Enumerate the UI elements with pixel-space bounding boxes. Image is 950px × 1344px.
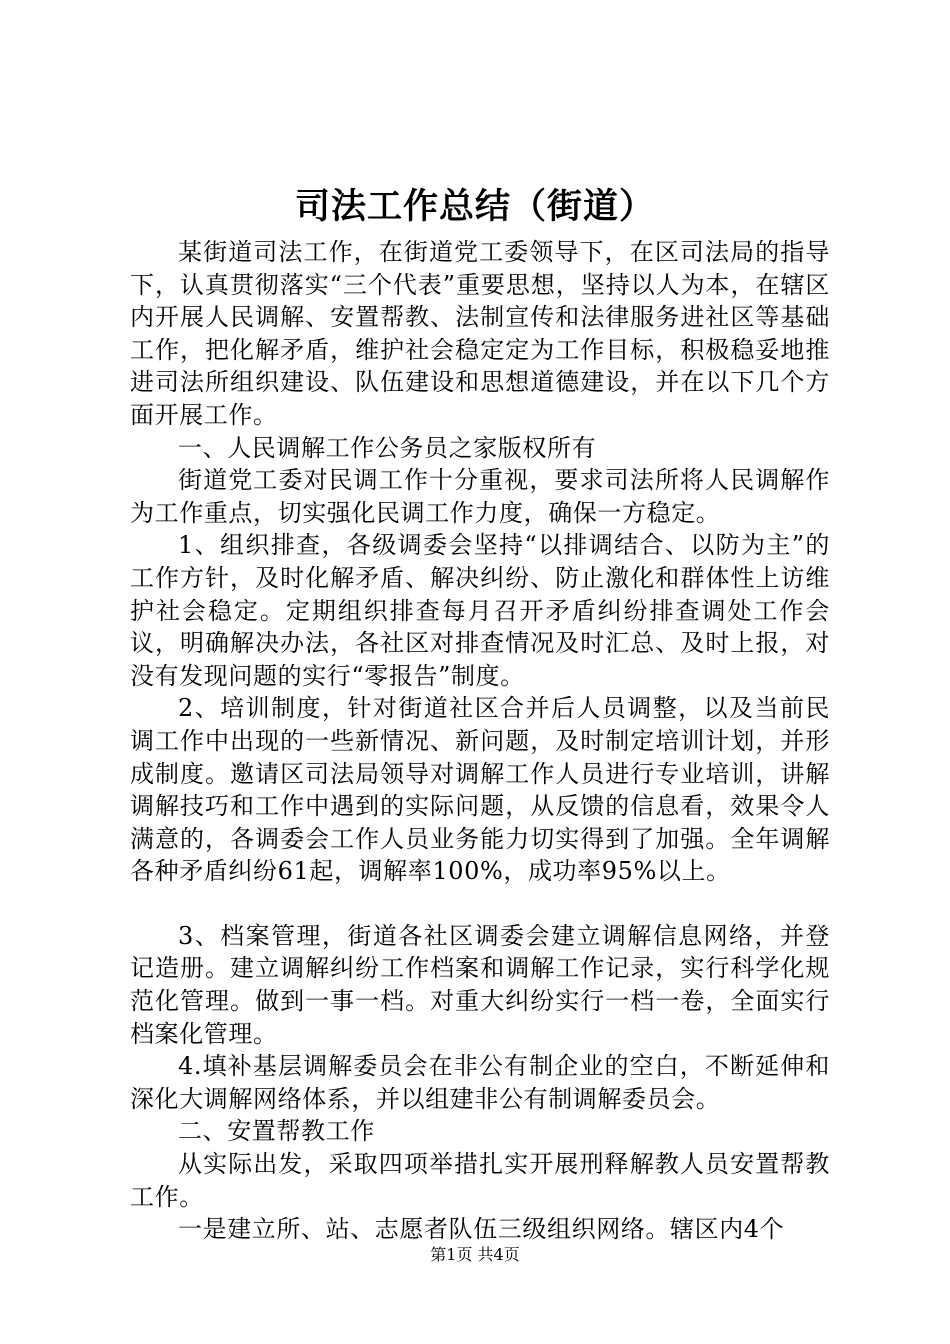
paragraph-resettlement-overview: 从实际出发，采取四项举措扎实开展刑释解教人员安置帮教工作。 [130,1150,830,1211]
paragraph-item-3: 3、档案管理，街道各社区调委会建立调解信息网络，并登记造册。建立调解纠纷工作档案和调解工作记录，实行科学化规范化管理。做到一事一档。对重大纠纷实行一档一卷，全面实行档案化管理。 [130,921,830,1048]
paragraph-intro: 某街道司法工作，在街道党工委领导下，在区司法局的指导下，认真贯彻落实“三个代表”重要思想，坚持以人为本，在辖区内开展人民调解、安置帮教、法制宣传和法律服务进社区等基础工作，把化解矛盾，维护社会稳定定为工作目标，积极稳妥地推进司法所组织建设、队伍建设和思想道德建设，并在以下几个方面开展工作。 [130,238,830,429]
paragraph-item-2: 2、培训制度，针对街道社区合并后人员调整，以及当前民调工作中出现的一些新情况、新问题，及时制定培训计划，并形成制度。邀请区司法局领导对调解工作人员进行专业培训，讲解调解技巧和工作中遇到的实际问题，从反馈的信息看，效果令人满意的，各调委会工作人员业务能力切实得到了加强。全年调解各种矛盾纠纷61起，调解率100%，成功率95%以上。 [130,694,830,886]
paragraph-item-4: 4.填补基层调解委员会在非公有制企业的空白，不断延伸和深化大调解网络体系，并以组建非公有制调解委员会。 [130,1052,830,1113]
paragraph-mediation-overview: 街道党工委对民调工作十分重视，要求司法所将人民调解作为工作重点，切实强化民调工作力度，确保一方稳定。 [130,466,830,527]
section-heading-mediation: 一、人民调解工作公务员之家版权所有 [178,433,597,462]
section-heading-resettlement: 二、安置帮教工作 [178,1117,375,1146]
document-title: 司法工作总结（街道） [294,186,655,227]
document-body [130,236,830,1246]
paragraph-measure-1: 一是建立所、站、志愿者队伍三级组织网络。辖区内4个 [178,1215,785,1244]
paragraph-item-1: 1、组织排查，各级调委会坚持“以排调结合、以防为主”的工作方针，及时化解矛盾、解决纠纷、防止激化和群体性上访维护社会稳定。定期组织排查每月召开矛盾纠纷排查调处工作会议，明确解决办法，各社区对排查情况及时汇总、及时上报，对没有发现问题的实行“零报告”制度。 [130,531,830,690]
page-footer: 第1页 共4页 [430,1245,520,1264]
